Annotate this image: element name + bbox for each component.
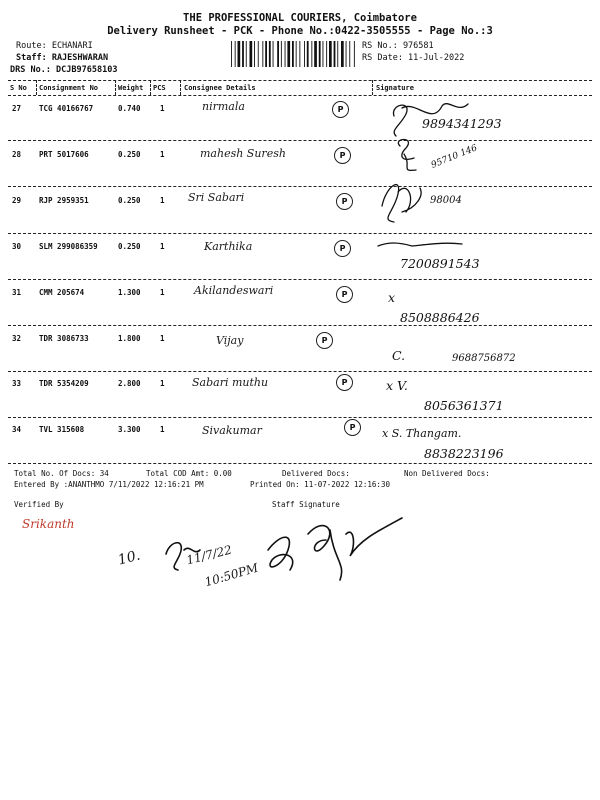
total-cod-amount: Total COD Amt: 0.00: [146, 469, 232, 478]
drs-number: DRS No.: DCJB97658103: [10, 65, 118, 75]
verifier-signature: Srikanth: [22, 517, 75, 531]
col-header-sno: S No: [10, 84, 27, 92]
staff-signature-label: Staff Signature: [272, 500, 340, 509]
row-proof-mark: P: [316, 332, 333, 349]
barcode-bar: [349, 41, 350, 67]
handwritten-time: 10:50PM: [203, 560, 260, 590]
barcode-bar: [231, 41, 232, 67]
row-proof-mark: P: [336, 286, 353, 303]
barcode-bar: [296, 41, 297, 67]
barcode-bar: [341, 41, 344, 67]
barcode-bar: [273, 41, 274, 67]
row-sno: 28: [12, 150, 22, 159]
col-divider: [115, 80, 116, 95]
row-weight: 1.800: [118, 334, 141, 343]
barcode-bar: [292, 41, 294, 67]
signature-scribbles: [372, 96, 592, 466]
col-header-weight: Weight: [118, 84, 144, 92]
row-pcs: 1: [160, 288, 165, 297]
row-proof-mark: P: [332, 101, 349, 118]
entered-by: Entered By :ANANTHMO 7/11/2022 12:16:21 PM: [14, 480, 204, 489]
col-divider: [372, 80, 373, 95]
row-signature-note: x S. Thangam.: [382, 427, 462, 440]
col-divider: [36, 80, 37, 95]
delivered-docs: Delivered Docs:: [282, 469, 350, 478]
row-signature-phone: 9894341293: [422, 116, 502, 131]
row-proof-mark: P: [334, 240, 351, 257]
row-weight: 0.250: [118, 150, 141, 159]
barcode-bar: [323, 41, 324, 67]
row-pcs: 1: [160, 379, 165, 388]
row-consignment: TDR 3086733: [39, 334, 89, 343]
row-proof-mark: P: [334, 147, 351, 164]
col-divider: [150, 80, 151, 95]
barcode-bar: [277, 41, 279, 67]
row-sno: 33: [12, 379, 22, 388]
barcode-bar: [311, 41, 312, 67]
row-signature-note: C.: [392, 348, 406, 363]
row-sno: 32: [12, 334, 22, 343]
row-signature-phone: 9688756872: [452, 353, 516, 364]
row-consignee-handwritten: mahesh Suresh: [200, 147, 286, 160]
row-weight: 0.740: [118, 104, 141, 113]
verified-by-label: Verified By: [14, 500, 64, 509]
rs-number: RS No.: 976581: [362, 41, 434, 51]
row-sno: 29: [12, 196, 22, 205]
row-signature-phone: 8508886426: [400, 310, 480, 325]
row-pcs: 1: [160, 196, 165, 205]
barcode: [230, 41, 355, 67]
row-signature-phone: 95710 146: [429, 143, 479, 171]
barcode-bar: [307, 41, 309, 67]
barcode-bar: [326, 41, 327, 67]
row-sno: 27: [12, 104, 22, 113]
barcode-bar: [319, 41, 321, 67]
row-sno: 30: [12, 242, 22, 251]
row-pcs: 1: [160, 334, 165, 343]
col-header-consignee: Consignee Details: [184, 84, 256, 92]
row-weight: 0.250: [118, 242, 141, 251]
barcode-bar: [246, 41, 247, 67]
row-weight: 1.300: [118, 288, 141, 297]
company-title: THE PROFESSIONAL COURIERS, Coimbatore: [183, 12, 417, 24]
row-weight: 2.800: [118, 379, 141, 388]
row-consignment: SLM 299086359: [39, 242, 98, 251]
barcode-bar: [314, 41, 317, 67]
row-weight: 3.300: [118, 425, 141, 434]
row-consignee-handwritten: Sabari muthu: [192, 376, 269, 389]
row-proof-mark: P: [344, 419, 361, 436]
barcode-bar: [329, 41, 332, 67]
barcode-bar: [304, 41, 305, 67]
row-consignee-handwritten: nirmala: [202, 100, 245, 113]
row-consignee-handwritten: Akilandeswari: [194, 284, 274, 297]
row-proof-mark: P: [336, 374, 353, 391]
barcode-bar: [354, 41, 355, 67]
row-consignee-handwritten: Sri Sabari: [188, 191, 245, 204]
row-consignment: TVL 315608: [39, 425, 85, 434]
row-consignee-handwritten: Sivakumar: [202, 424, 262, 437]
col-header-consignment: Consignment No: [39, 84, 99, 92]
barcode-bar: [258, 41, 259, 67]
barcode-bar: [265, 41, 267, 67]
row-signature-phone: 8056361371: [424, 398, 504, 413]
barcode-bar: [281, 41, 282, 67]
handwritten-date: 10.: [116, 547, 142, 569]
row-consignee-handwritten: Karthika: [204, 240, 253, 253]
barcode-bar: [334, 41, 336, 67]
col-header-pcs: PCS: [153, 84, 166, 92]
barcode-bar: [269, 41, 271, 67]
staff-label: Staff: RAJESHWARAN: [16, 53, 109, 63]
total-docs: Total No. Of Docs: 34: [14, 469, 109, 478]
row-weight: 0.250: [118, 196, 141, 205]
row-pcs: 1: [160, 425, 165, 434]
row-signature-note: x V.: [386, 378, 408, 393]
row-consignment: PRT 5017606: [39, 150, 89, 159]
barcode-bar: [285, 41, 286, 67]
col-header-signature: Signature: [376, 84, 414, 92]
barcode-bar: [254, 41, 255, 67]
row-consignment: TDR 5354209: [39, 379, 89, 388]
row-proof-mark: P: [336, 193, 353, 210]
barcode-bar: [287, 41, 290, 67]
barcode-bar: [337, 41, 338, 67]
header-top-rule: [8, 80, 592, 81]
col-divider: [180, 80, 181, 95]
handwritten-date-2: 11/7/22: [184, 542, 234, 568]
row-pcs: 1: [160, 150, 165, 159]
row-consignee-handwritten: Vijay: [216, 334, 244, 347]
barcode-bar: [299, 41, 300, 67]
row-pcs: 1: [160, 242, 165, 251]
row-signature-phone: 8838223196: [424, 446, 504, 461]
row-sno: 31: [12, 288, 22, 297]
row-sno: 34: [12, 425, 22, 434]
printed-on: Printed On: 11-07-2022 12:16:30: [250, 480, 390, 489]
barcode-bar: [346, 41, 347, 67]
barcode-bar: [238, 41, 241, 67]
row-consignment: RJP 2959351: [39, 196, 89, 205]
row-signature-phone: 98004: [430, 195, 462, 206]
rs-date: RS Date: 11-Jul-2022: [362, 53, 465, 63]
staff-signature-scribble: [140, 510, 410, 600]
row-consignment: TCG 40166767: [39, 104, 94, 113]
barcode-bar: [262, 41, 263, 67]
row-consignment: CMM 205674: [39, 288, 85, 297]
runsheet-subtitle: Delivery Runsheet - PCK - Phone No.:0422-3505555 - Page No.:3: [107, 25, 493, 37]
non-delivered-docs: Non Delivered Docs:: [404, 469, 490, 478]
route-label: Route: ECHANARI: [16, 41, 93, 51]
barcode-bar: [235, 41, 236, 67]
row-signature-phone: 7200891543: [400, 256, 480, 271]
row-signature-note: x: [388, 290, 396, 305]
barcode-bar: [250, 41, 253, 67]
row-pcs: 1: [160, 104, 165, 113]
barcode-bar: [242, 41, 244, 67]
